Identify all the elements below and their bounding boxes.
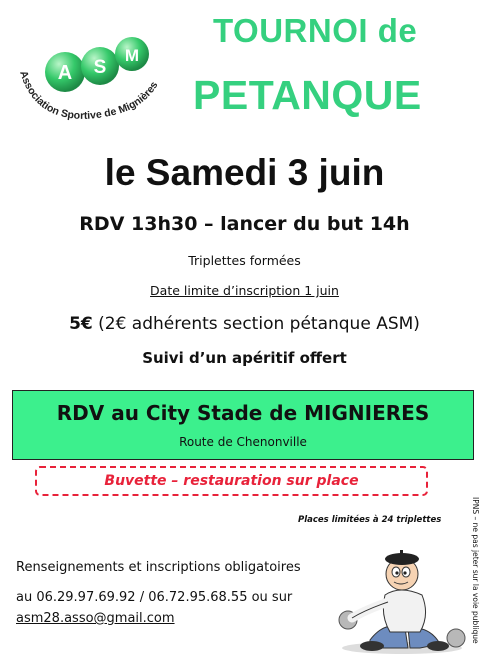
price-line [0, 314, 489, 334]
event-date: le Samedi 3 juin [104, 152, 385, 193]
buvette-text: Buvette – restauration sur place [104, 473, 359, 489]
price-note: (2€ adhérents section pétanque ASM) [92, 314, 420, 334]
aperitif-note: Suivi d’un apéritif offert [142, 349, 347, 367]
buvette-box [35, 466, 428, 496]
venue-road: Route de Chenonville [179, 435, 307, 449]
petanque-player-illustration [330, 540, 475, 655]
contact-email-link[interactable]: asm28.asso@gmail.com [16, 611, 175, 626]
logo-letter-a: A [57, 62, 73, 84]
event-schedule: RDV 13h30 – lancer du but 14h [79, 213, 410, 235]
price-main: 5€ [69, 314, 93, 334]
logo-ring-text: Association Sportive de Mignières [17, 69, 161, 122]
title-line-1: TOURNOI de [213, 12, 418, 49]
event-format: Triplettes formées [188, 253, 301, 268]
contact-intro: Renseignements et inscriptions obligatoires [16, 560, 301, 575]
venue-box [12, 390, 474, 460]
logo-letter-m: M [124, 46, 140, 65]
title-line-2: PETANQUE [193, 72, 422, 118]
places-note: Places limitées à 24 triplettes [298, 515, 442, 525]
registration-deadline: Date limite d’inscription 1 juin [150, 283, 339, 298]
venue-name: RDV au City Stade de MIGNIERES [56, 401, 430, 425]
asm-logo [8, 14, 186, 132]
legal-notice: IPNS – ne pas jeter sur la voie publique [471, 497, 480, 644]
logo-letter-s: S [93, 57, 107, 78]
contact-phones: au 06.29.97.69.92 / 06.72.95.68.55 ou sur [16, 590, 293, 605]
